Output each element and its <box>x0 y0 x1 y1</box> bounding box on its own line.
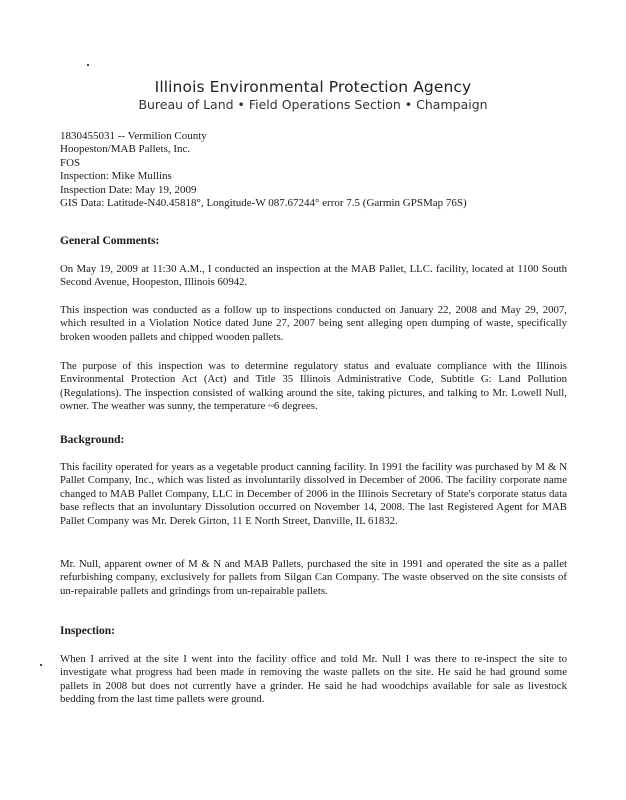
inspector: Inspection: Mike Mullins <box>60 170 172 183</box>
general-paragraph-1: On May 19, 2009 at 11:30 A.M., I conducted an inspection at the MAB Pallet, LLC. facility, located at 1100 South Second Avenue, Hoopeston, Illinois 60942. <box>60 263 567 289</box>
program-code: FOS <box>60 156 81 169</box>
general-paragraph-3: The purpose of this inspection was to determine regulatory status and evaluate compliance with the Illinois Environmental Protection Act (Act) and Title 35 Illinois Administrative Code, Subtitle G: Land Pollution (Regulations). The inspection consisted of walking around the site, taking pictures, and talking to Mr. Lowell Null, owner. The weather was sunny, the temperature ~6 degrees. <box>60 360 567 413</box>
scan-speck <box>40 664 42 666</box>
general-comments-heading: General Comments: <box>60 235 160 247</box>
background-heading: Background: <box>60 434 125 446</box>
scan-speck <box>87 64 89 66</box>
general-paragraph-2: This inspection was conducted as a follow up to inspections conducted on January 22, 2008 and May 29, 2007, which resulted in a Violation Notice dated June 27, 2007 being sent alleging open dumping of waste, specifically broken wooden pallets and chipped wooden pallets. <box>60 304 567 343</box>
inspection-heading: Inspection: <box>60 625 115 637</box>
background-paragraph-2: Mr. Null, apparent owner of M & N and MAB Pallets, purchased the site in 1991 and operated the site as a pallet refurbishing company, exclusively for pallets from Silgan Can Company. The waste observed on the site consists of un-repairable pallets and grindings from un-repairable pallets. <box>60 558 567 597</box>
agency-name: Illinois Environmental Protection Agency <box>154 78 472 96</box>
site-id: 1830455031 -- Vermilion County <box>60 130 207 142</box>
gis-data: GIS Data: Latitude-N40.45818°, Longitude-W 087.67244° error 7.5 (Garmin GPSMap 76S) <box>60 197 467 210</box>
inspection-header <box>60 130 580 210</box>
inspection-date: Inspection Date: May 19, 2009 <box>60 183 197 196</box>
facility-name: Hoopeston/MAB Pallets, Inc. <box>60 143 191 156</box>
inspection-paragraph-1: When I arrived at the site I went into the facility office and told Mr. Null I was there to re-inspect the site to investigate what progress had been made in removing the waste pallets on the site. He said he had ground some pallets in 2008 but does not currently have a grinder. He said he had woodchips available for sale as livestock bedding from the last time pallets were ground. <box>60 653 567 706</box>
bureau-line: Bureau of Land • Field Operations Section • Champaign <box>138 97 488 112</box>
background-paragraph-1: This facility operated for years as a vegetable product canning facility. In 1991 the facility was purchased by M & N Pallet Company, Inc., which was listed as involuntarily dissolved in December of 2006. The facility corporate name changed to MAB Pallet Company, LLC in December of 2006 in the Illinois Secretary of State's corporate status data base reflects that an involuntary Dissolution occurred on November 14, 2008. The last Registered Agent for MAB Pallet Company was Mr. Derek Girton, 11 E North Street, Danville, IL 61832. <box>60 461 567 527</box>
